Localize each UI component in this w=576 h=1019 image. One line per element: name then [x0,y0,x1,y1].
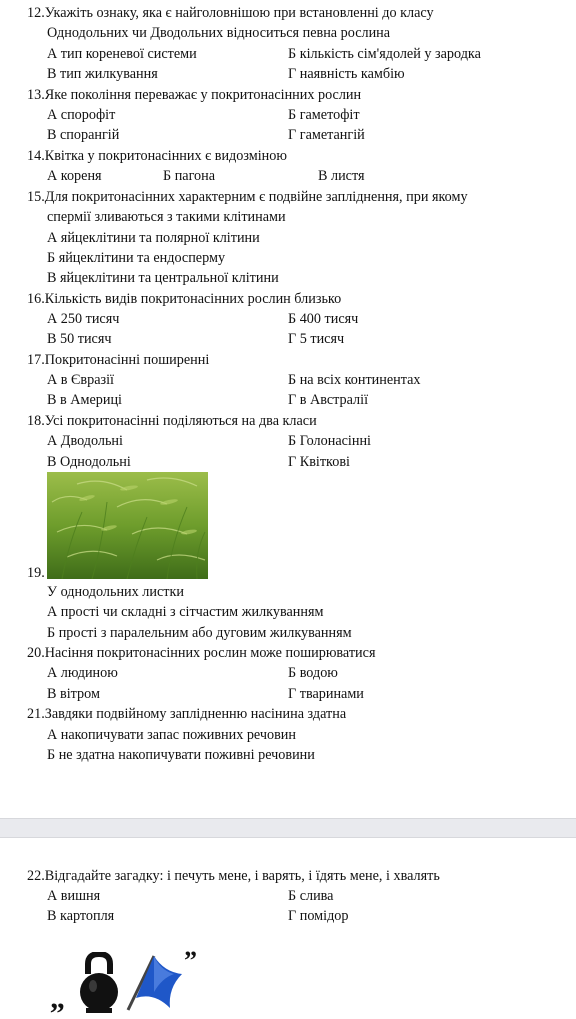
question-19-option-b: Б прості з паралельним або дуговим жилкуванням [47,625,352,641]
question-18-option-c: В Однодольні [47,454,131,470]
question-17-text: 17.Покритонасінні поширенні [27,352,210,368]
question-17-option-b: Б на всіх континентах [288,372,421,388]
question-21-option-b: Б не здатна накопичувати поживні речовини [47,747,315,763]
wheat-field-photo [47,472,208,579]
question-22-option-b: Б слива [288,888,334,904]
question-12-text-cont: Однодольних чи Дводольних відноситься певна рослина [47,25,391,41]
question-13-option-a: А спорофіт [47,107,116,123]
question-12-option-d: Г наявність камбію [288,66,405,82]
question-13-option-d: Г гаметангій [288,127,365,143]
question-13-option-b: Б гаметофіт [288,107,360,123]
question-15-text: 15.Для покритонасінних характерним є подвійне запліднення, при якому [27,189,468,205]
question-20-option-c: В вітром [47,686,100,702]
question-16-option-c: В 50 тисяч [47,331,112,347]
question-12-option-c: В тип жилкування [47,66,158,82]
question-15-text-cont: спермії зливаються з такими клітинами [47,209,286,225]
rebus-quote-close: ” [184,946,197,975]
question-16-option-d: Г 5 тисяч [288,331,345,347]
question-18-option-b: Б Голонасінні [288,433,371,449]
question-16-option-b: Б 400 тисяч [288,311,359,327]
question-14-text: 14.Квітка у покритонасінних є видозміною [27,148,287,164]
question-15-option-a: А яйцеклітини та полярної клітини [47,230,260,246]
question-20-option-d: Г тваринами [288,686,364,702]
question-19-option-a: А прості чи складні з сітчастим жилкуванням [47,604,324,620]
question-17-option-c: В в Америці [47,392,122,408]
question-22-option-a: А вишня [47,888,101,904]
rebus-picture [50,948,210,1018]
question-15-option-b: Б яйцеклітини та ендосперму [47,250,226,266]
question-14-option-a: А кореня [47,168,102,184]
question-13-text: 13.Яке покоління переважає у покритонасінних рослин [27,87,362,103]
question-13-option-c: В спорангій [47,127,120,143]
question-21-option-a: А накопичувати запас поживних речовин [47,727,296,743]
question-12-text: 12.Укажіть ознаку, яка є найголовнішою при встановленні до класу [27,5,434,21]
question-20-option-a: А людиною [47,665,118,681]
question-22-text: 22.Відгадайте загадку: і печуть мене, і варять, і їдять мене, і хвалять [27,868,440,884]
question-19-number: 19. [27,565,45,581]
kettlebell-icon [78,952,120,1014]
question-12-option-b: Б кількість сім'ядолей у зародка [288,46,481,62]
rebus-quote-open: „ [50,982,65,1015]
question-15-option-c: В яйцеклітини та центральної клітини [47,270,279,286]
question-18-option-a: А Дводольні [47,433,123,449]
question-21-text: 21.Завдяки подвійному заплідненню насінина здатна [27,706,347,722]
question-16-text: 16.Кількість видів покритонасінних рослин близько [27,291,342,307]
question-18-option-d: Г Квіткові [288,454,350,470]
question-17-option-a: А в Євразії [47,372,114,388]
question-18-text: 18.Усі покритонасінні поділяються на два класи [27,413,317,429]
question-22-option-c: В картопля [47,908,115,924]
question-20-text: 20.Насіння покритонасінних рослин може поширюватися [27,645,376,661]
question-12-option-a: А тип кореневої системи [47,46,197,62]
question-22-option-d: Г помідор [288,908,349,924]
question-19-text: У однодольних листки [47,584,184,600]
flag-icon [124,952,186,1012]
page-separator [0,818,576,838]
question-16-option-a: А 250 тисяч [47,311,120,327]
question-17-option-d: Г в Австралії [288,392,369,408]
question-20-option-b: Б водою [288,665,338,681]
question-14-option-b: Б пагона [163,168,216,184]
question-14-option-c: В листя [318,168,365,184]
